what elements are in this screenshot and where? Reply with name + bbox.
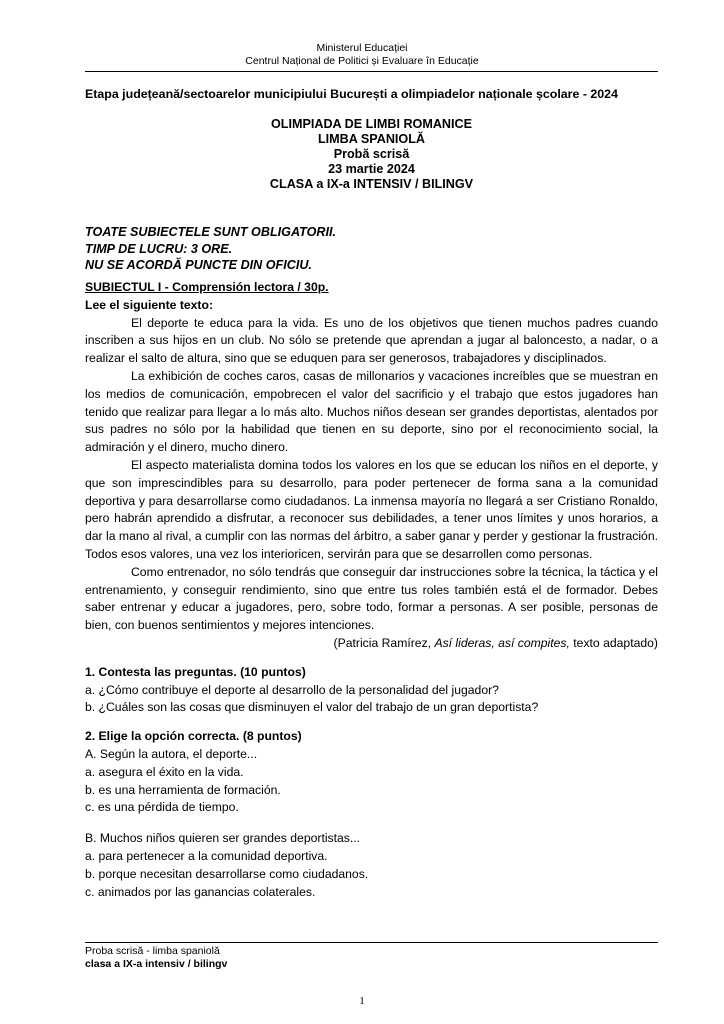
- question-item: a. ¿Cómo contribuye el deporte al desarrollo de la personalidad del jugador?: [85, 682, 499, 697]
- footer-divider: [85, 942, 658, 943]
- olympiad-title: OLIMPIADA DE LIMBI ROMANICE: [270, 117, 473, 131]
- footer-test-name: Proba scrisă - limba spaniolă: [85, 945, 220, 957]
- source-note: texto adaptado): [569, 635, 658, 650]
- exam-title-block: [85, 117, 658, 192]
- text-paragraph: La exhibición de coches caros, casas de millonarios y vacaciones increíbles que se muestran en los medios de comunicación, empobrecen el valor del sacrificio y el trabajo que estos jugadores han tenido que realizar para llegar a lo más alto. Muchos niños desean ser grandes deportistas, alentados por sus padres no sólo por la habilidad que tienen en su deporte, sino por el reconocimiento social, la admiración y el dinero, mucho dinero.: [85, 368, 658, 455]
- option-item: c. es una pérdida de tiempo.: [85, 800, 239, 815]
- text-paragraph: El aspecto materialista domina todos los valores en los que se educan los niños en el deporte, y que son imprescindibles para su desarrollo, para poder pertenecer de forma sana a la comunidad deportiva y para desarrollarse como ciudadanos. La inmensa mayoría no llegará a ser Cristiano Ronaldo, pero habrán aprendido a disfrutar, a reconocer sus debilidades, a tener unos límites y unos horarios, a dar la mano al rival, a cumplir con las normas del árbitro, a saber ganar y perder y gestionar la frustración. Todos esos valores, una vez los interioricen, servirán para que se desarrollen como personas.: [85, 457, 658, 561]
- text-paragraph: El deporte te educa para la vida. Es uno de los objetivos que tienen muchos padres cuando inscriben a sus hijos en un club. No sólo se pretende que aprendan a jugar al baloncesto, a nadar, o a realizar el salto de altura, sino que se eduquen para ser generosos, trabajadores y disciplinados.: [85, 315, 658, 366]
- question-2b-stem: B. Muchos niños quieren ser grandes deportistas...: [85, 831, 361, 846]
- question-1-title: 1. Contesta las preguntas. (10 puntos): [85, 664, 306, 679]
- exam-date: 23 martie 2024: [328, 162, 415, 176]
- olympiad-stage: Etapa județeană/sectoarelor municipiului București a olimpiadelor naționale școlare - 2024: [85, 87, 618, 101]
- option-item: a. para pertenecer a la comunidad deportiva.: [85, 848, 328, 863]
- footer-class: clasa a IX-a intensiv / bilingv: [85, 958, 228, 970]
- notice-mandatory: TOATE SUBIECTELE SUNT OBLIGATORII.: [85, 225, 336, 239]
- option-item: b. es una herramienta de formación.: [85, 782, 281, 797]
- option-item: b. porque necesitan desarrollarse como ciudadanos.: [85, 866, 369, 881]
- ministry-name: Ministerul Educației: [316, 42, 408, 54]
- header-divider: [85, 71, 658, 72]
- question-2a-stem: A. Según la autora, el deporte...: [85, 746, 258, 761]
- center-name: Centrul Național de Politici și Evaluare în Educație: [245, 55, 479, 67]
- text-source: [85, 635, 658, 653]
- page-footer: [85, 945, 227, 971]
- notice-points: NU SE ACORDĂ PUNCTE DIN OFICIU.: [85, 258, 312, 272]
- test-type: Probă scrisă: [333, 147, 410, 161]
- language-title: LIMBA SPANIOLĂ: [317, 132, 426, 146]
- source-author: (Patricia Ramírez,: [333, 635, 435, 650]
- page-number: 1: [359, 995, 365, 1007]
- reading-instruction: Lee el siguiente texto:: [85, 297, 213, 312]
- option-item: c. animados por las ganancias colaterales.: [85, 884, 316, 899]
- question-2-title: 2. Elige la opción correcta. (8 puntos): [85, 729, 302, 744]
- text-paragraph: Como entrenador, no sólo tendrás que conseguir dar instrucciones sobre la técnica, la táctica y el entrenamiento, y conseguir rendimiento, sino que entre tus roles también está el de formador. Debes saber entrenar y educar a jugadores, pero, sobre todo, formar a personas. A ser posible, personas de bien, con buenos sentimientos y mejores intenciones.: [85, 564, 658, 633]
- question-item: b. ¿Cuáles son las cosas que disminuyen el valor del trabajo de un gran deportista?: [85, 700, 539, 715]
- exam-content: [85, 279, 658, 901]
- section-heading: SUBIECTUL I - Comprensión lectora / 30p.: [85, 280, 329, 294]
- exam-notices: [85, 224, 658, 274]
- option-item: a. asegura el éxito en la vida.: [85, 764, 244, 779]
- ministry-header: [0, 42, 724, 68]
- notice-time: TIMP DE LUCRU: 3 ORE.: [85, 241, 233, 256]
- source-book-title: Así lideras, así compites,: [434, 635, 570, 650]
- class-level: CLASA a IX-a INTENSIV / BILINGV: [269, 177, 474, 191]
